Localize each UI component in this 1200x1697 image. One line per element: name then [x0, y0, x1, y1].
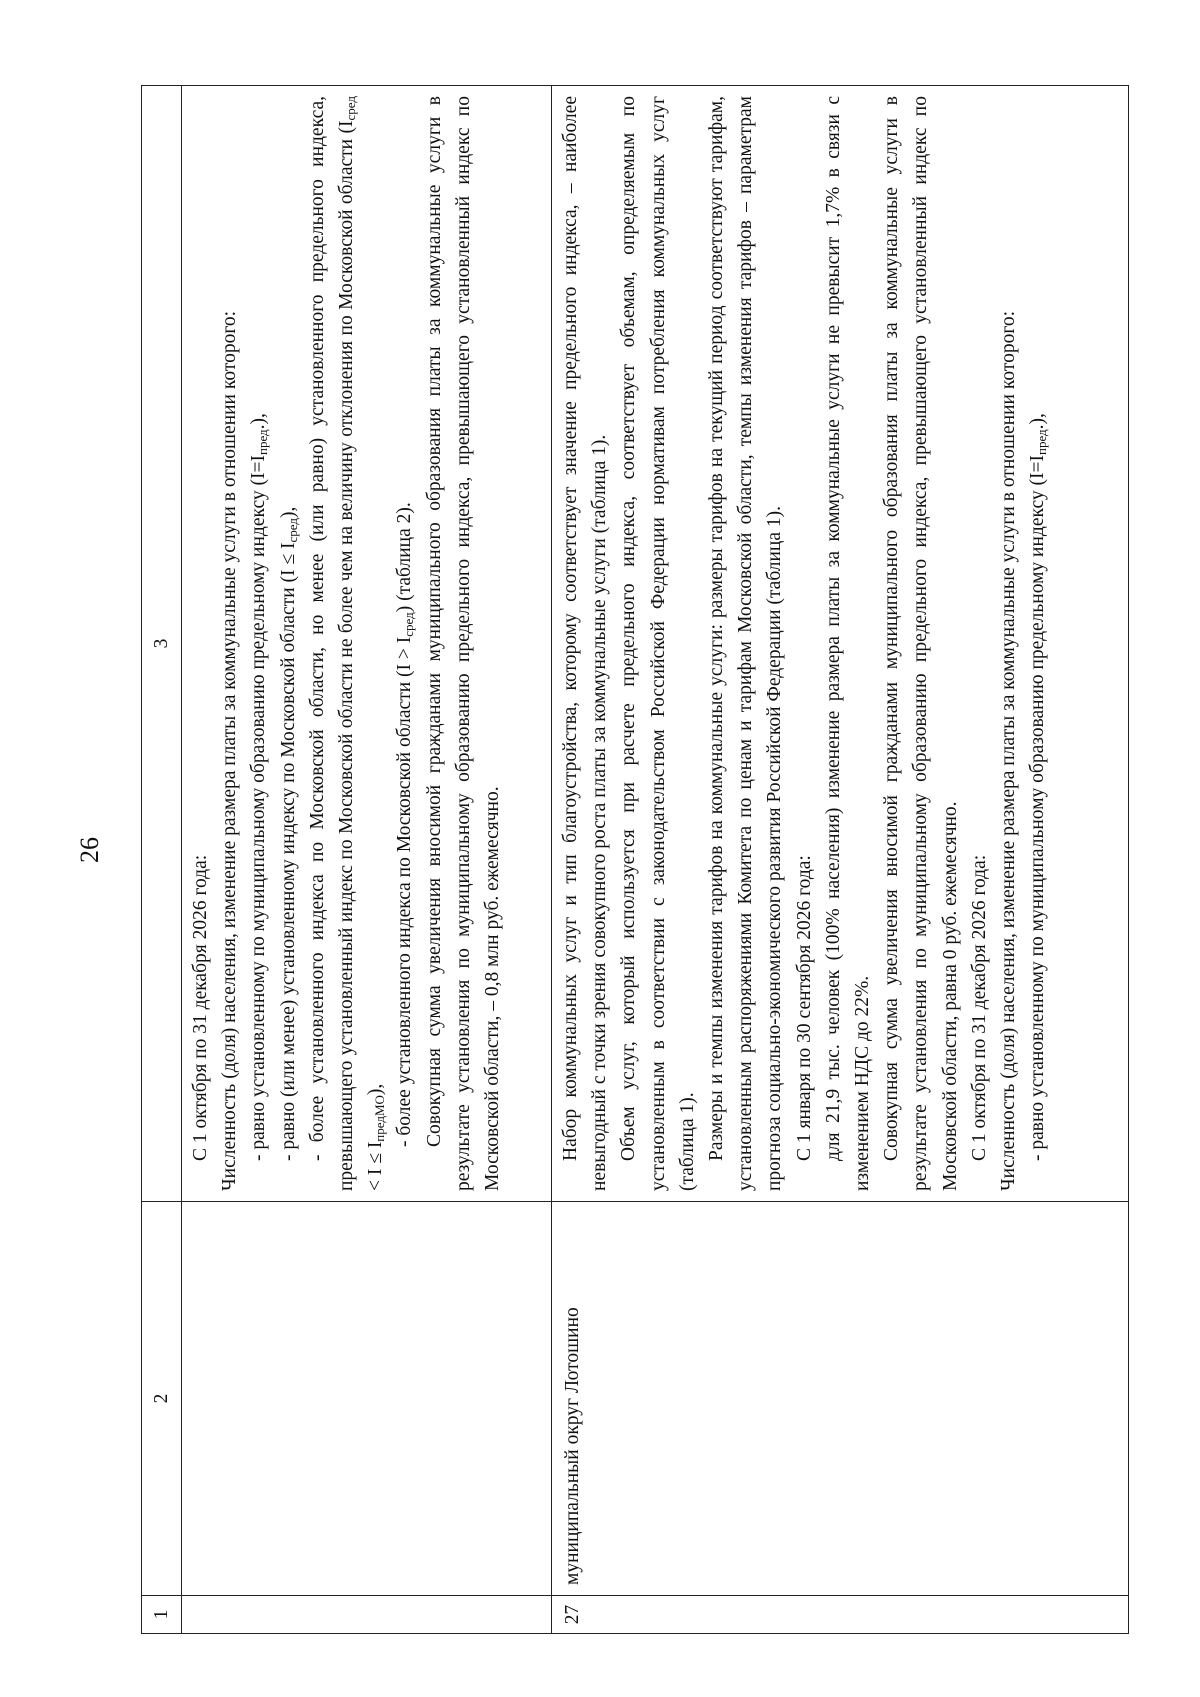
text-line: - более установленного индекса по Московской области, но менее (или равно) установленного предельного индекса, превышающего установленный индекс по Московской области не более чем на величину отклонения по Московской области $(I_{сред} < I \le I_{предМО})$,	[306, 96, 388, 1191]
table-header-row	[142, 86, 182, 1634]
text-line: - равно установленному по муниципальному образованию предельному индексу $(I=I_{пред}.)$,	[1027, 413, 1050, 1161]
data-table	[141, 85, 1129, 1634]
text-line: для 21,9 тыс. человек (100% населения) изменение размера платы за коммунальные услуги не превысит 1,7% в связи с изменением НДС до 22%.	[822, 96, 874, 1191]
header-col-2: 2	[142, 1202, 182, 1596]
text-line: Совокупная сумма увеличения вносимой гражданами муниципального образования платы за коммунальные услуги в результате установления по муниципальному образованию предельного индекса, превышающего установленный индекс по Московской области, – 0,8 млн руб. ежемесячно.	[423, 96, 504, 1191]
row-number: 27	[552, 1596, 1129, 1634]
header-col-1: 1	[142, 1596, 182, 1634]
table-row	[182, 86, 552, 1634]
rotated-table-container	[141, 86, 1128, 1634]
text-line: Размеры и темпы изменения тарифов на коммунальные услуги: размеры тарифов на текущий период соответствуют тарифам, установленным распоряжениями Комитета по ценам и тарифам Московской области, темпы изменения тарифов – параметрам прогноза социально-экономического развития Российской Федерации (таблица 1).	[706, 96, 786, 1191]
header-col-3: 3	[142, 86, 182, 1202]
row-number	[182, 1596, 552, 1634]
text-line: - более установленного индекса по Московской области $(I > I_{сред})$ (таблица 2).	[394, 502, 417, 1147]
municipality-name	[182, 1202, 552, 1596]
text-line: С 1 октября по 31 декабря 2026 года:	[968, 854, 990, 1161]
page-number: 26	[75, 837, 104, 863]
text-line: - равно установленному по муниципальному образованию предельному индексу $(I=I_{пред}.)$,	[248, 413, 271, 1161]
text-line: С 1 октября по 31 декабря 2026 года:	[190, 854, 211, 1161]
municipality-name: муниципальный округ Лотошино	[552, 1202, 1129, 1596]
text-line: Численность (доля) населения, изменение размера платы за коммунальные услуги в отношении которого:	[219, 310, 241, 1191]
text-line: Объем услуг, который используется при расчете предельного индекса, соответствует объемам, определяемым по установленным в соответствии с законодательством Российской Федерации нормативам потребления коммунальных услуг (таблица 1).	[618, 96, 698, 1191]
text-line: Набор коммунальных услуг и тип благоустройства, которому соответствует значение предельного индекса, – наиболее невыгодный с точки зрения совокупного роста платы за коммунальные услуги (таблица 1).	[560, 96, 611, 1191]
text-line: Численность (доля) населения, изменение размера платы за коммунальные услуги в отношении которого:	[998, 310, 1020, 1191]
text-line: Совокупная сумма увеличения вносимой гражданами муниципального образования платы за коммунальные услуги в результате установления по муниципальному образованию предельного индекса, превышающего установленный индекс по Московской области, равна 0 руб. ежемесячно.	[881, 96, 961, 1191]
row-content	[552, 86, 1129, 1202]
row-content	[182, 86, 552, 1202]
table-row	[552, 86, 1129, 1634]
text-line: С 1 января по 30 сентября 2026 года:	[793, 855, 815, 1161]
text-line: - равно (или менее) установленному индексу по Московской области $(I \le I_{сред})$,	[277, 506, 300, 1161]
